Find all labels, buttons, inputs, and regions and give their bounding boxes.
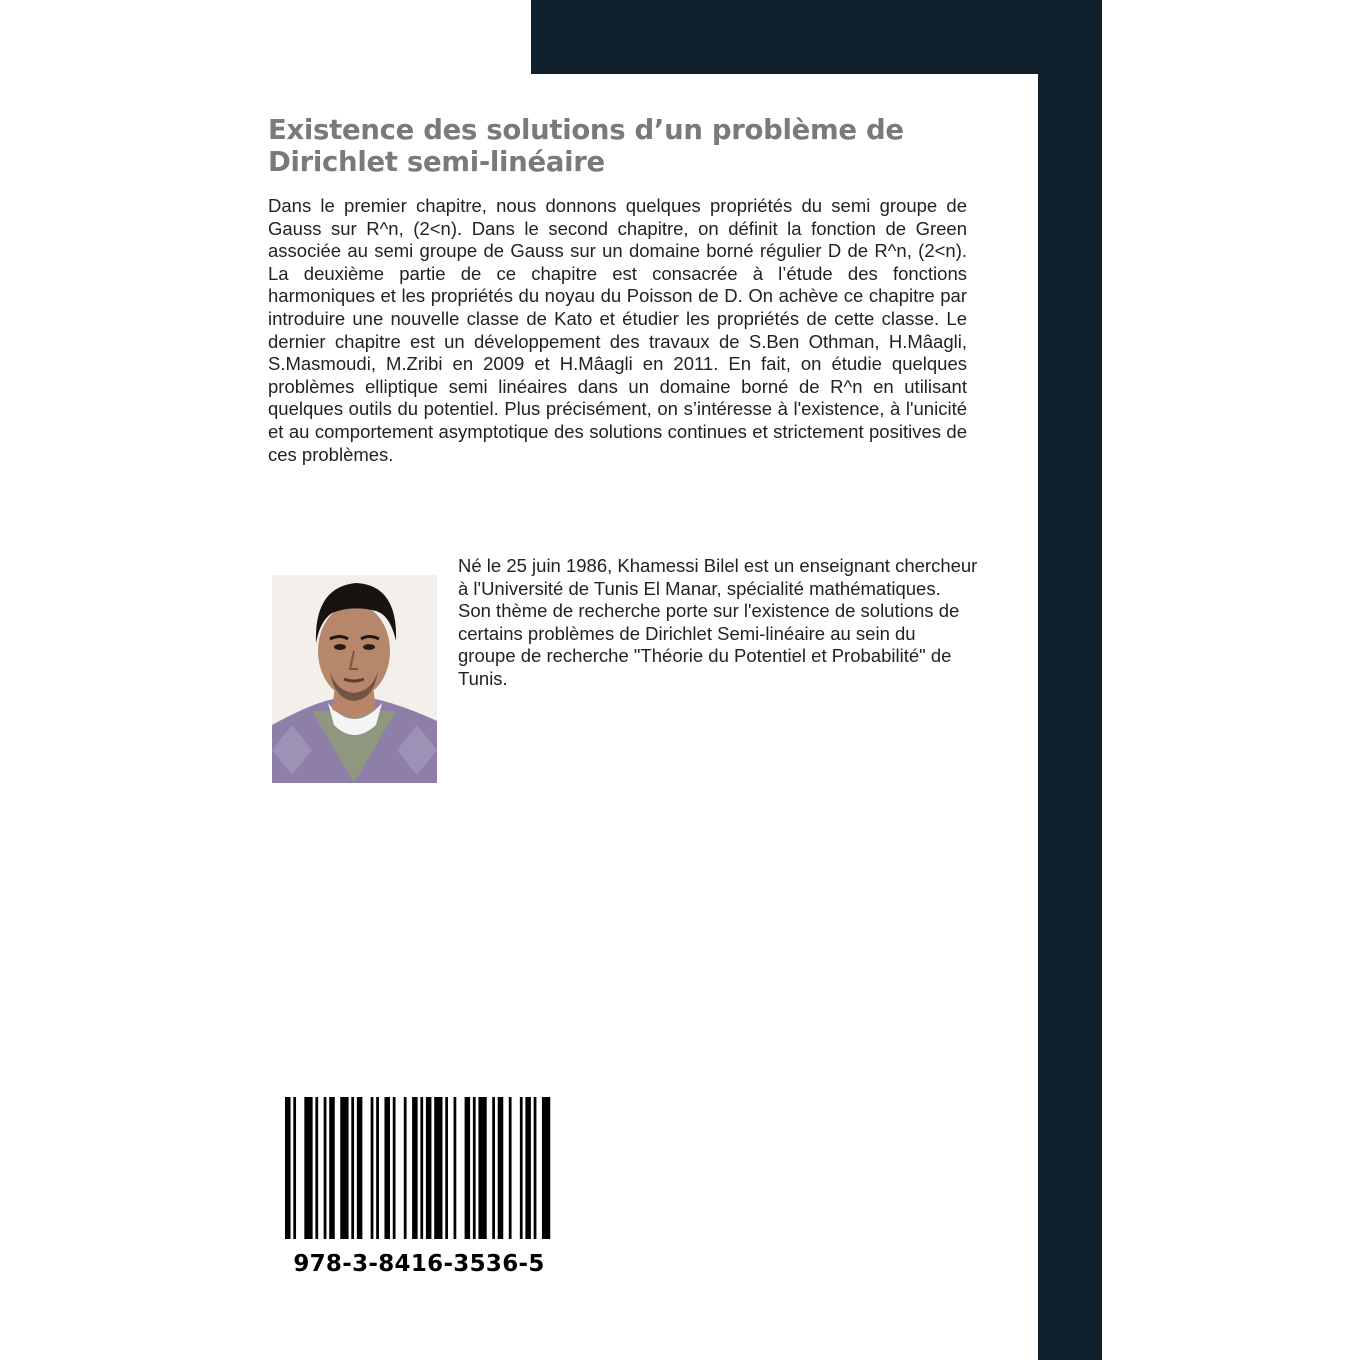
- barcode-bar: [509, 1097, 512, 1239]
- barcode-bar: [351, 1097, 354, 1239]
- book-summary: Dans le premier chapitre, nous donnons quelques propriétés du semi groupe de Gauss sur R^n, (2<n). Dans le second chapitre, on définit la fonction de Green associée au semi groupe de Gauss sur un domaine borné régulier D de R^n, (2<n). La deuxième partie de ce chapitre est consacrée à l’étude des fonctions harmoniques et les propriétés du noyau du Poisson de D. On achève ce chapitre par introduire une nouvelle classe de Kato et étudier les propriétés de cette classe. Le dernier chapitre est un développement des travaux de S.Ben Othman, H.Mâagli, S.Masmoudi, M.Zribi en 2009 et H.Mâagli en 2011. En fait, on étudie quelques problèmes elliptique semi linéaires dans un domaine borné de R^n en utilisant quelques outils du potentiel. Plus précisément, on s’intéresse à l'existence, à l'unicité et au comportement asymptotique des solutions continues et strictement positives de ces problèmes.: [268, 195, 967, 465]
- barcode-bar: [304, 1097, 312, 1239]
- author-portrait-icon: [272, 575, 437, 783]
- barcode-bar: [534, 1097, 537, 1239]
- author-photo: [272, 575, 437, 783]
- barcode-bar: [404, 1097, 407, 1239]
- barcode-bar: [542, 1097, 550, 1239]
- barcode-bar: [492, 1097, 495, 1239]
- barcode-bar: [329, 1097, 335, 1239]
- barcode-bar: [465, 1097, 471, 1239]
- barcode-bar: [384, 1097, 390, 1239]
- barcode-bar: [434, 1097, 442, 1239]
- barcode-bar: [412, 1097, 418, 1239]
- barcode-bar: [376, 1097, 379, 1239]
- book-title: Existence des solutions d’un problème de Dirichlet semi-linéaire: [268, 114, 904, 178]
- barcode-bar: [293, 1097, 296, 1239]
- barcode-bar: [525, 1097, 531, 1239]
- barcode-bar: [315, 1097, 318, 1239]
- barcode-bar: [371, 1097, 374, 1239]
- isbn-number: 978-3-8416-3536-5: [293, 1251, 545, 1277]
- cover-spine-band: [1038, 0, 1102, 1360]
- barcode-bar: [478, 1097, 486, 1239]
- barcode-bar: [498, 1097, 504, 1239]
- barcode-bar: [420, 1097, 423, 1239]
- barcode-bar: [454, 1097, 457, 1239]
- author-biography: Né le 25 juin 1986, Khamessi Bilel est un enseignant chercheur à l'Université de Tunis El Manar, spécialité mathématiques. Son thème de recherche porte sur l'existence de solutions de certains problèmes de Dirichlet Semi-linéaire au sein du groupe de recherche "Théorie du Potentiel et Probabilité" de Tunis.: [458, 555, 978, 689]
- barcode-bar: [520, 1097, 523, 1239]
- cover-top-band: [531, 0, 1102, 74]
- isbn-barcode-icon: [285, 1097, 553, 1239]
- barcode-bar: [426, 1097, 432, 1239]
- barcode-bar: [473, 1097, 476, 1239]
- barcode-bar: [340, 1097, 348, 1239]
- barcode-bar: [324, 1097, 327, 1239]
- barcode-bar: [357, 1097, 363, 1239]
- barcode-bar: [393, 1097, 396, 1239]
- barcode-bar: [445, 1097, 448, 1239]
- barcode-bar: [285, 1097, 291, 1239]
